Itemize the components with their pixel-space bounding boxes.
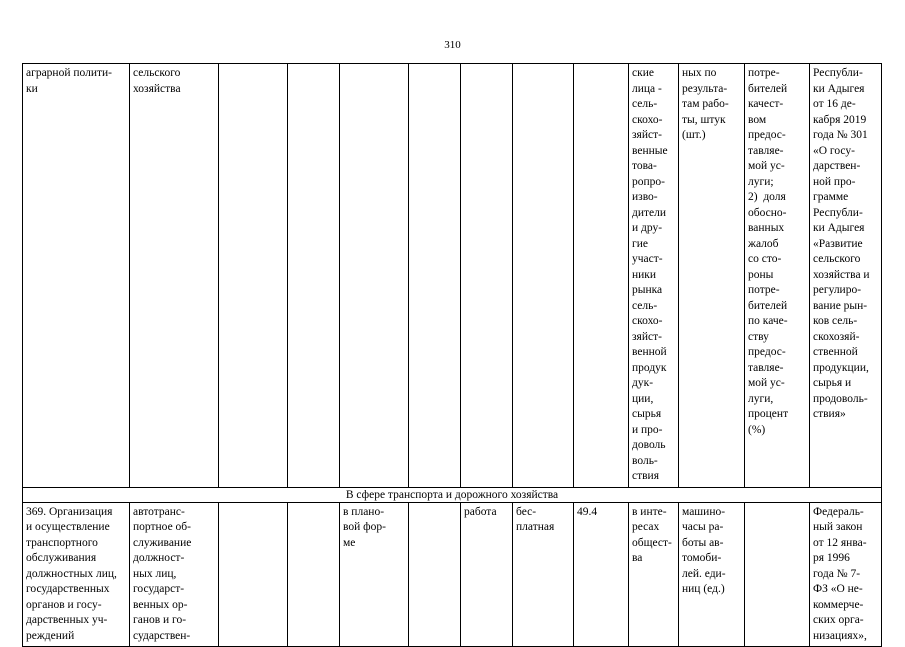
table-row <box>23 502 882 647</box>
table-cell: 369. Организация и осуществление транспортного обслуживания должностных лиц, государственных органов и госу- дарственных уч- реждений <box>23 502 130 647</box>
table-cell <box>288 64 340 488</box>
table-cell: машино- часы ра- боты ав- томоби- лей. еди- ниц (ед.) <box>679 502 745 647</box>
page-number: 310 <box>444 39 461 51</box>
table-cell: работа <box>461 502 513 647</box>
table-cell: потре- бителей качест- вом предос- тавляе- мой ус- луги; 2) доля обосно- ванных жалоб со сто- роны потре- бителей по каче- ству предос- тавляе- мой ус- луги, процент (%) <box>745 64 810 488</box>
table-cell <box>461 64 513 488</box>
section-row <box>23 487 882 502</box>
table-cell: Республи- ки Адыгея от 16 де- кабря 2019 года № 301 «О госу- дарствен- ной про- грамме Республи- ки Адыгея «Развитие сельского хозяйства и регулиро- вание рын- ков сель- скохозяй- ственной продукции, сырья и продоволь- ствия» <box>810 64 882 488</box>
table-cell <box>409 64 461 488</box>
table-cell: ские лица - сель- скохо- зяйст- венные това- ропро- изво- дители и дру- гие участ- ники рынка сель- скохо- зяйст- венной продук дук- ции, сырья и про- доволь воль- ствия <box>629 64 679 488</box>
table-cell: аграрной полити- ки <box>23 64 130 488</box>
section-heading: В сфере транспорта и дорожного хозяйства <box>23 487 882 502</box>
table-cell: 49.4 <box>574 502 629 647</box>
table-cell: в инте- ресах общест- ва <box>629 502 679 647</box>
table-cell: ных по результа- там рабо- ты, штук (шт.) <box>679 64 745 488</box>
table-cell <box>340 64 409 488</box>
table-cell <box>574 64 629 488</box>
table-cell: бес- платная <box>513 502 574 647</box>
table-cell <box>288 502 340 647</box>
table-cell: в плано- вой фор- ме <box>340 502 409 647</box>
table-cell <box>409 502 461 647</box>
table-cell <box>513 64 574 488</box>
table-cell: Федераль- ный закон от 12 янва- ря 1996 года № 7- ФЗ «О не- коммерче- ских орга- низациях», <box>810 502 882 647</box>
table-cell <box>219 502 288 647</box>
table-cell: сельского хозяйства <box>130 64 219 488</box>
table-cell: автотранс- портное об- служивание должност- ных лиц, государст- венных ор- ганов и го- сударствен- <box>130 502 219 647</box>
table-row <box>23 64 882 488</box>
registry-table <box>22 63 882 647</box>
table-cell <box>745 502 810 647</box>
table-cell <box>219 64 288 488</box>
